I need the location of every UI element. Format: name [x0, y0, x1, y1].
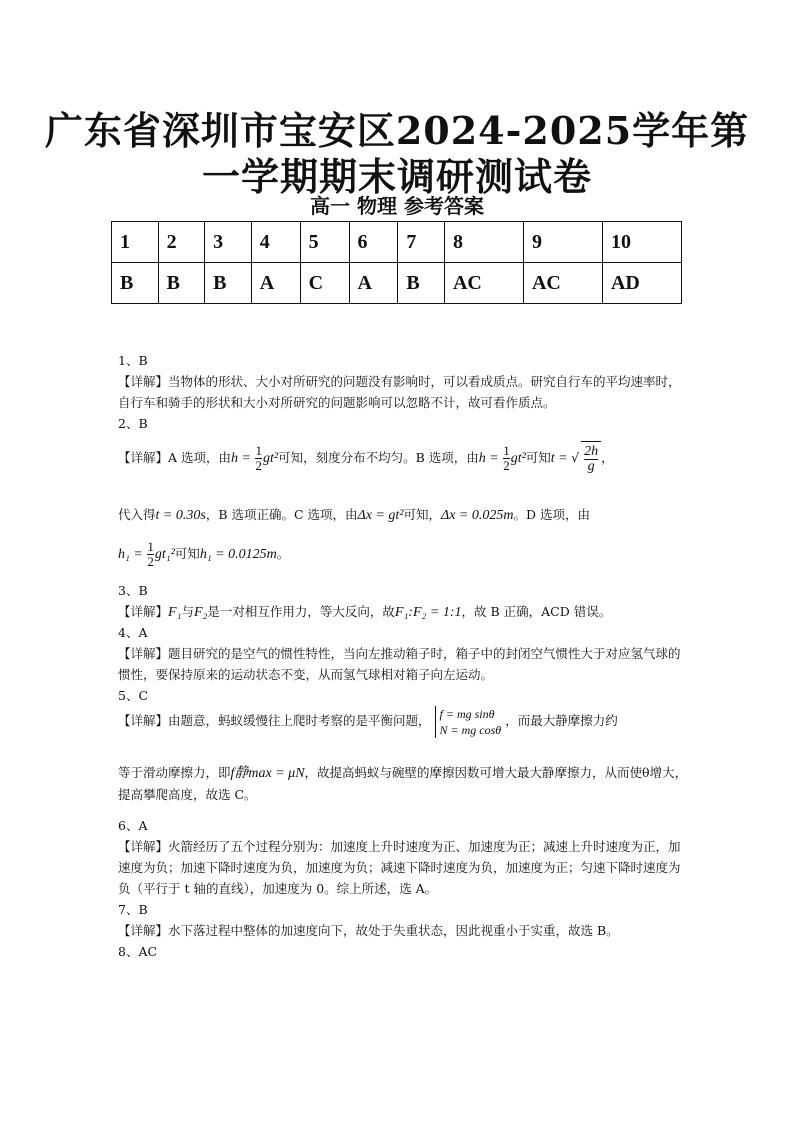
half-fraction — [503, 444, 510, 473]
q3-text: 是一对相互作用力，等大反向，故 — [207, 604, 395, 619]
q1-heading: 1、B — [118, 353, 148, 368]
sqrt-fraction — [584, 445, 598, 474]
answer-cell: B — [158, 263, 205, 304]
q5-text: ，而最大静摩擦力约 — [505, 713, 618, 728]
q5-formula-fmax: f静max = μN — [230, 766, 305, 781]
fraction-numerator: 1 — [255, 443, 262, 458]
q5-text: ，故提高蚂蚁与碗壁的摩擦因数可增大最大静摩擦力，从而使θ增大，提高攀爬高度，故选 C。 — [118, 765, 688, 802]
q2-formula-h: h = — [231, 451, 255, 466]
q6-explanation: 【详解】火箭经历了五个过程分别为：加速度上升时速度为正、加速度为正；减速上升时速度为正，加速度为负；加速下降时速度为负，加速度为负；减速下降时速度为负，加速度为正；匀速下降时速度为负（平行于 t 轴的直线），加速度为 0。综上所述，选 A。 — [118, 839, 681, 896]
q3-heading: 3、B — [118, 583, 148, 598]
fraction-denominator: 2 — [147, 554, 154, 569]
q2-text: 可知，刻度分布不均匀。B 选项，由 — [278, 450, 479, 465]
q8-heading: 8、AC — [118, 944, 158, 959]
q2-heading: 2、B — [118, 416, 148, 431]
fraction-numerator: 1 — [147, 539, 154, 554]
q3-formula-f1: F₁ — [168, 605, 182, 620]
number-cell: 3 — [205, 222, 252, 263]
q5-text: 等于滑动摩擦力，即 — [118, 765, 231, 780]
q3-formula-ratio: F₁:F₂ = 1:1 — [394, 605, 462, 620]
number-cell: 4 — [251, 222, 300, 263]
q3-explanation — [118, 601, 688, 623]
answer-number-row — [112, 222, 682, 263]
answer-cell: B — [398, 263, 445, 304]
answer-cell: AC — [523, 263, 602, 304]
q4-explanation: 【详解】题目研究的是空气的惯性特性，当向左推动箱子时，箱子中的封闭空气惯性大于对应氢气球的惯性，要保持原来的运动状态不变，从而氢气球相对箱子向左运动。 — [118, 646, 681, 682]
q2-formula-gt1: gt₁² — [154, 547, 175, 562]
title-line-2: 一学期期末调研测试卷 — [201, 154, 592, 199]
number-cell: 2 — [158, 222, 205, 263]
fraction-numerator: 2h — [584, 444, 599, 459]
number-cell: 7 — [398, 222, 445, 263]
fraction-denominator: 2 — [503, 458, 510, 473]
answer-cell: C — [300, 263, 349, 304]
number-cell: 5 — [300, 222, 349, 263]
q2-formula-t: t = — [550, 451, 572, 466]
answer-cell: A — [251, 263, 300, 304]
q5-text: 【详解】由题意，蚂蚁缓慢往上爬时考察的是平衡问题， — [118, 713, 431, 728]
q2-explanation-end — [118, 537, 688, 572]
q3-text: 与 — [181, 604, 194, 619]
q7-heading: 7、B — [118, 902, 148, 917]
fraction-denominator: 2 — [255, 458, 262, 473]
sqrt-radicand — [581, 441, 601, 476]
q5-equation-1: f = mg sinθ — [439, 706, 495, 721]
q2-formula-gt2: gt² — [510, 451, 526, 466]
sqrt-sign: √ — [571, 450, 580, 465]
number-cell: 1 — [112, 222, 159, 263]
answer-cell: AC — [444, 263, 523, 304]
q2-text: 可知 — [174, 546, 200, 561]
q2-explanation-cont — [118, 504, 688, 526]
q3-formula-f2: F₂ — [193, 605, 208, 620]
number-cell: 10 — [602, 222, 681, 263]
q5-equation-system — [435, 706, 502, 738]
q2-text: 。 — [276, 546, 290, 561]
half-fraction — [147, 540, 154, 569]
q6-heading: 6、A — [118, 818, 148, 833]
number-cell: 8 — [444, 222, 523, 263]
q2-formula-h: h = — [478, 451, 503, 466]
q2-explanation — [118, 441, 688, 476]
q2-text: 代入得 — [118, 507, 156, 522]
q2-text: 【详解】A 选项，由 — [118, 450, 232, 465]
subtitle: 高一 物理 参考答案 — [310, 194, 484, 218]
q5-explanation — [118, 704, 688, 738]
answer-cell: AD — [602, 263, 681, 304]
fraction-denominator: g — [584, 459, 598, 474]
q4-heading: 4、A — [118, 625, 148, 640]
q2-formula-gt2: gt² — [262, 451, 279, 466]
q1-explanation: 【详解】当物体的形状、大小对所研究的问题没有影响时，可以看成质点。研究自行车的平均速率时，自行车和骑手的形状和大小对所研究的问题影响可以忽略不计，故可看作质点。 — [118, 374, 681, 410]
q3-text: 【详解】 — [118, 604, 169, 619]
q2-formula-dx: Δx = gt² — [357, 508, 404, 523]
q2-formula-h1-value: h₁ = 0.0125m — [199, 547, 277, 562]
q2-text: ， — [601, 450, 614, 465]
half-fraction — [255, 444, 262, 473]
q2-formula-h1: h₁ = — [118, 547, 147, 562]
q5-explanation-cont — [118, 762, 688, 805]
q2-text: 。D 选项，由 — [513, 507, 590, 522]
q2-formula-t-value: t = 0.30s — [155, 508, 206, 523]
answer-cell: B — [112, 263, 159, 304]
q2-text: ，B 选项正确。C 选项，由 — [205, 507, 358, 522]
answer-cell: A — [349, 263, 398, 304]
answer-table — [111, 221, 682, 304]
q3-text: ，故 B 正确，ACD 错误。 — [461, 604, 612, 619]
q7-explanation: 【详解】水下落过程中整体的加速度向下，故处于失重状态，因此视重小于实重，故选 B。 — [118, 923, 619, 938]
q5-heading: 5、C — [118, 688, 149, 703]
answer-cell: B — [205, 263, 252, 304]
q2-formula-dx-value: Δx = 0.025m — [441, 508, 514, 523]
q2-text: 可知 — [525, 450, 551, 465]
answer-key-row — [112, 263, 682, 304]
title-line-1: 广东省深圳市宝安区2024-2025学年第 — [44, 108, 750, 153]
number-cell: 9 — [523, 222, 602, 263]
q2-text: 可知， — [403, 507, 441, 522]
fraction-numerator: 1 — [503, 443, 510, 458]
q5-equation-2: N = mg cosθ — [439, 722, 502, 737]
number-cell: 6 — [349, 222, 398, 263]
